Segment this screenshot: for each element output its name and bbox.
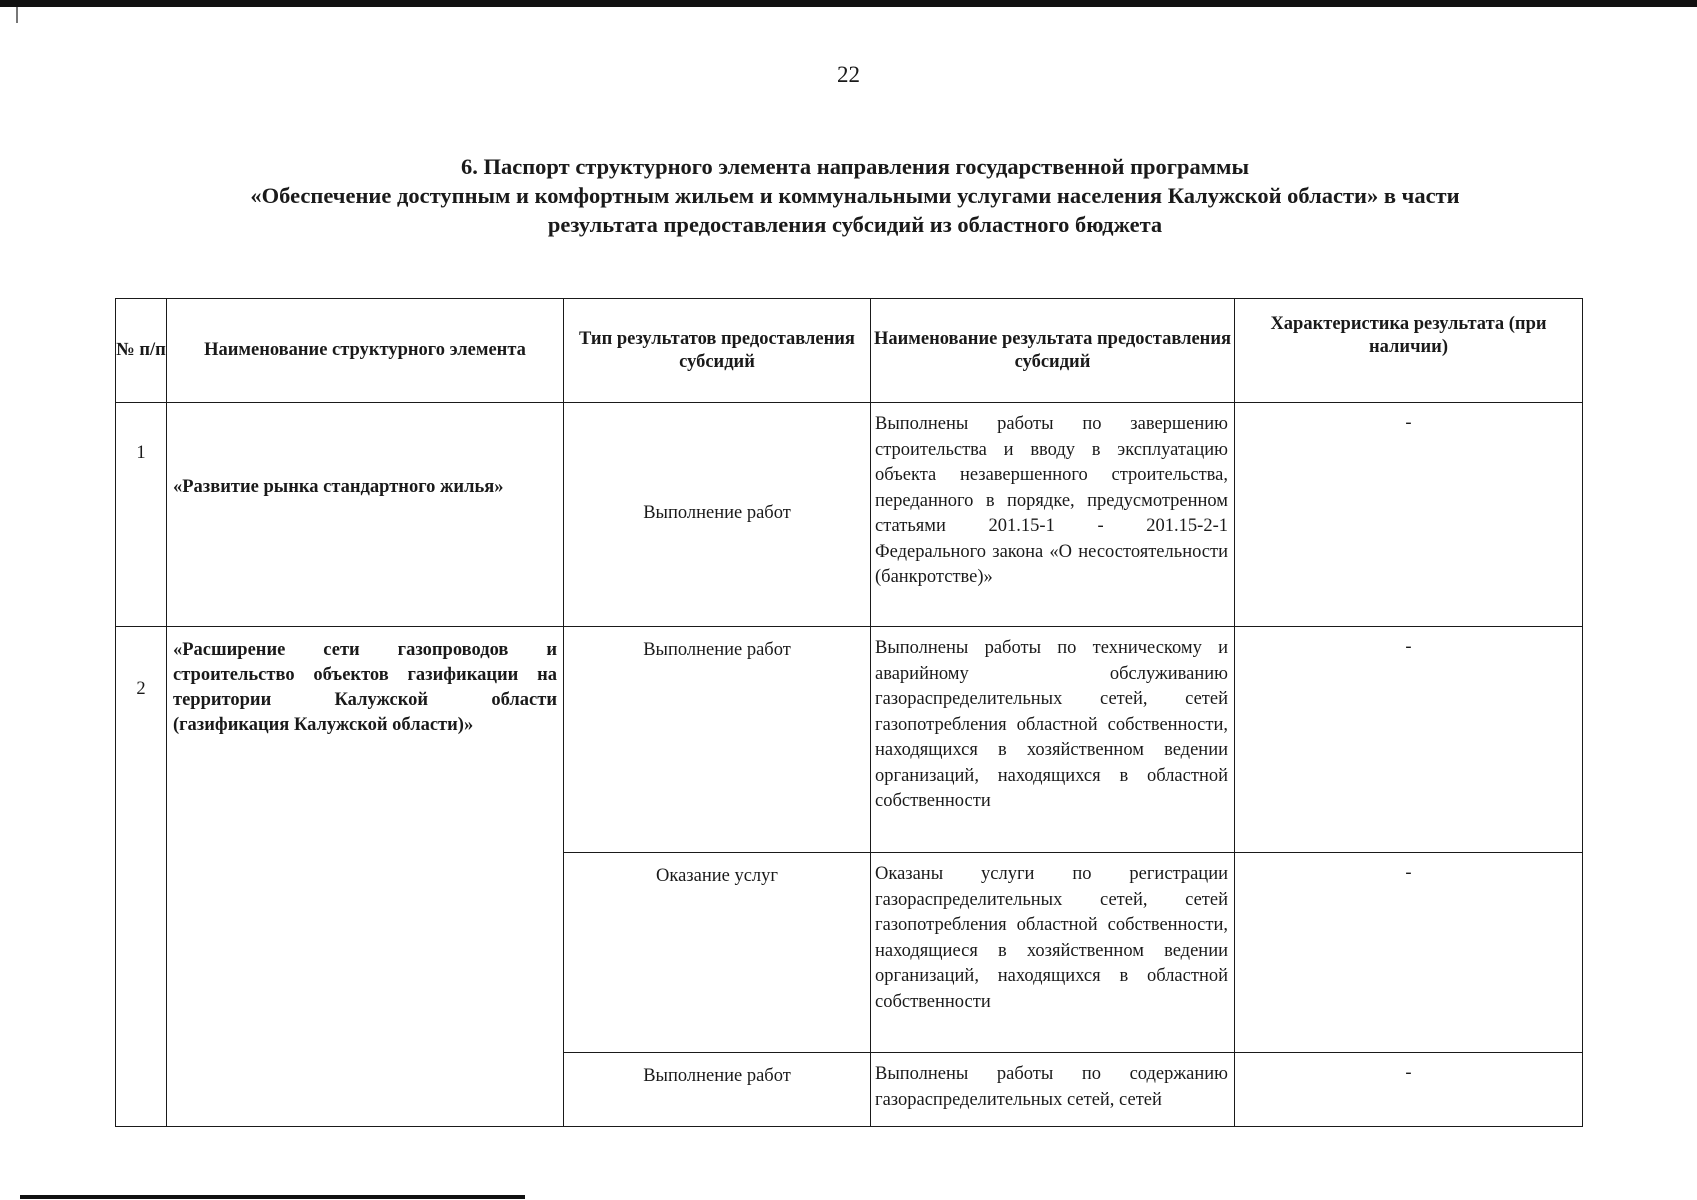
row-characteristic: - xyxy=(1235,627,1583,853)
header-num: № п/п xyxy=(116,299,167,403)
header-characteristic: Характеристика результата (при наличии) xyxy=(1235,299,1583,403)
row-result-type: Оказание услуг xyxy=(564,853,871,1053)
table-row xyxy=(116,403,1583,627)
title-line-3: результата предоставления субсидий из областного бюджета xyxy=(547,212,1163,237)
row-result-name: Выполнены работы по содержанию газораспределительных сетей, сетей xyxy=(871,1053,1235,1127)
row-number: 2 xyxy=(116,627,167,1127)
document-title xyxy=(120,152,1590,239)
row-result-name: Выполнены работы по завершению строительства и вводу в эксплуатацию объекта незавершенного строительства, переданного в порядке, предусмотренном статьями 201.15-1 - 201.15-2-1 Федерального закона «О несостоятельности (банкротстве)» xyxy=(871,403,1235,627)
header-element: Наименование структурного элемента xyxy=(167,299,564,403)
title-line-1: 6. Паспорт структурного элемента направления государственной программы xyxy=(460,154,1250,179)
table-header-row xyxy=(116,299,1583,403)
row-number: 1 xyxy=(116,403,167,627)
passport-table xyxy=(115,298,1583,1127)
page-number: 22 xyxy=(837,62,860,87)
row-result-type: Выполнение работ xyxy=(564,403,871,627)
scan-edge-left xyxy=(16,7,18,23)
row-element-name: «Расширение сети газопроводов и строительство объектов газификации на территории Калужской области (газификация Калужской области)» xyxy=(167,627,564,1127)
scan-edge-top xyxy=(0,0,1697,7)
row-characteristic: - xyxy=(1235,853,1583,1053)
title-line-2: «Обеспечение доступным и комфортным жильем и коммунальными услугами населения Калужской области» в части xyxy=(250,183,1460,208)
row-result-name: Выполнены работы по техническому и аварийному обслуживанию газораспределительных сетей, сетей газопотребления областной собственности, находящихся в хозяйственном ведении организаций, находящихся в областной собственности xyxy=(871,627,1235,853)
row-result-type: Выполнение работ xyxy=(564,627,871,853)
table-row xyxy=(116,627,1583,853)
header-result: Наименование результата предоставления субсидий xyxy=(871,299,1235,403)
header-type: Тип результатов предоставления субсидий xyxy=(564,299,871,403)
row-result-name: Оказаны услуги по регистрации газораспределительных сетей, сетей газопотребления областной собственности, находящиеся в хозяйственном ведении организаций, находящихся в областной собственности xyxy=(871,853,1235,1053)
scan-edge-bottom xyxy=(20,1195,525,1199)
row-characteristic: - xyxy=(1235,1053,1583,1127)
row-characteristic: - xyxy=(1235,403,1583,627)
row-element-name: «Развитие рынка стандартного жилья» xyxy=(167,403,564,627)
row-result-type: Выполнение работ xyxy=(564,1053,871,1127)
